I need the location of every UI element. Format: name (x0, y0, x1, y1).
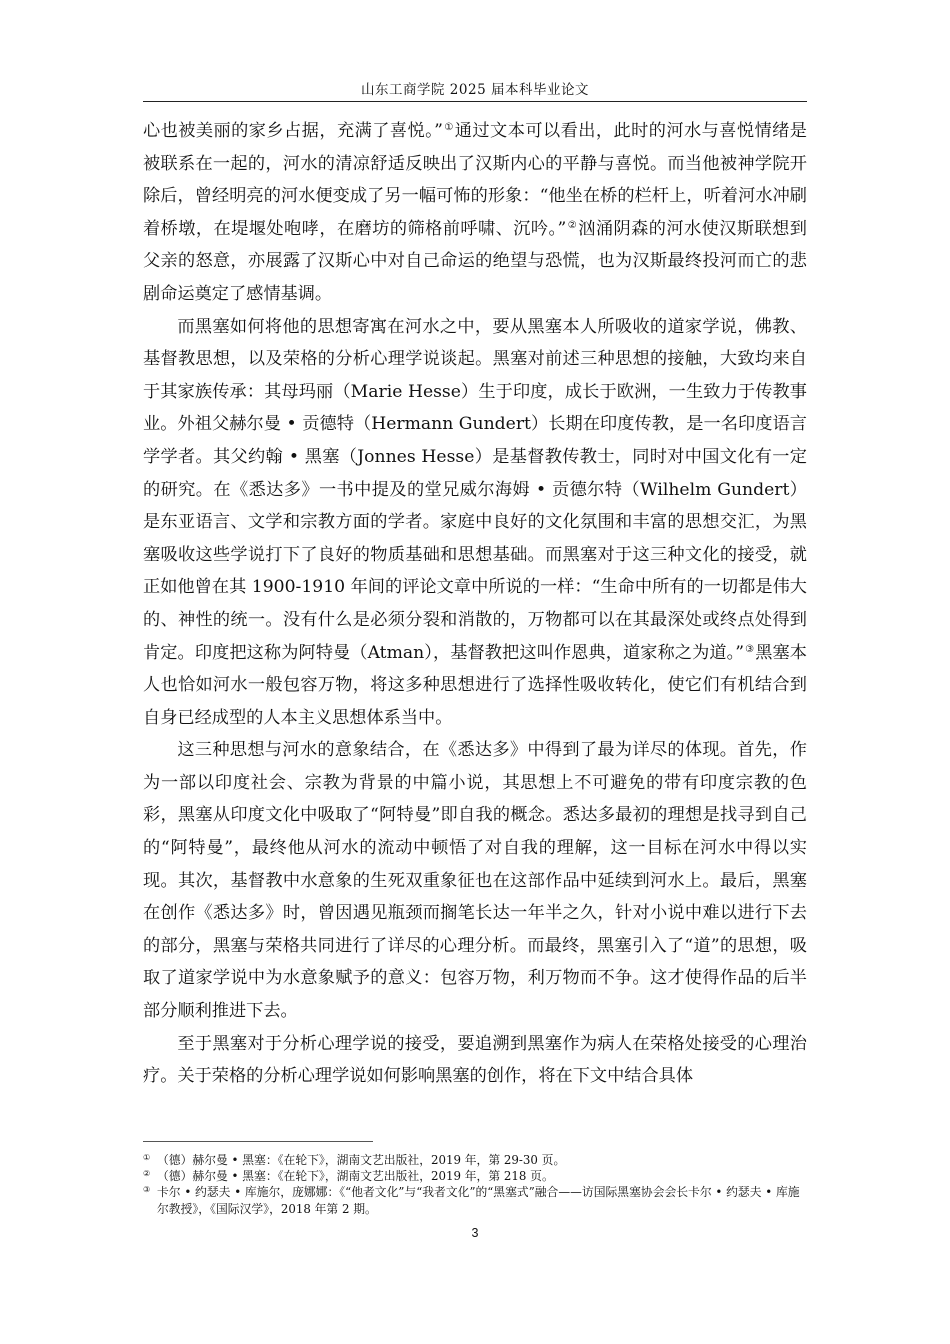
footnote-text: （德）赫尔曼 • 黑塞：《在轮下》，湖南文艺出版社，2019 年，第 218 页。 (157, 1169, 554, 1184)
footnote-mark: ① (143, 1153, 151, 1162)
body-paragraph (143, 734, 807, 1027)
paragraph-text: 至于黑塞对于分析心理学说的接受，要追溯到黑塞作为病人在荣格处接受的心理治疗。关于荣格的分析心理学说如何影响黑塞的创作，将在下文中结合具体 (143, 1033, 807, 1087)
paragraph-text: 这三种思想与河水的意象结合，在《悉达多》中得到了最为详尽的体现。首先，作为一部以印度社会、宗教为背景的中篇小说，其思想上不可避免的带有印度宗教的色彩，黑塞从印度文化中吸取了“阿特曼”即自我的概念。悉达多最初的理想是找寻到自己的“阿特曼”，最终他从河水的流动中顿悟了对自我的理解，这一目标在河水中得以实现。其次，基督教中水意象的生死双重象征也在这部作品中延续到河水上。最后，黑塞在创作《悉达多》时，曾因遇见瓶颈而搁笔长达一年半之久，针对小说中难以进行下去的部分，黑塞与荣格共同进行了详尽的心理分析。而最终，黑塞引入了“道”的思想，吸取了道家学说中为水意象赋予的意义：包容万物，利万物而不争。这才使得作品的后半部分顺利推进下去。 (143, 740, 807, 1022)
paragraph-text: 汹涌阴森的河水使汉斯联想到父亲的怒意，亦展露了汉斯心中对自己命运的绝望与恐慌，也为汉斯最终投河而亡的悲剧命运奠定了感情基调。 (143, 218, 807, 304)
paragraph-text: 黑塞本人也恰如河水一般包容万物，将这多种思想进行了选择性吸收转化，使它们有机结合到自身已经成型的人本主义思想体系当中。 (143, 642, 807, 728)
header-rule (143, 101, 807, 102)
footnote (143, 1184, 807, 1216)
footnote-reference[interactable]: ③ (745, 643, 755, 655)
footnote (143, 1152, 807, 1168)
footnotes (143, 1152, 807, 1217)
running-header: 山东工商学院 2025 届本科毕业论文 (361, 82, 589, 98)
footnote (143, 1168, 807, 1184)
footnote-mark: ③ (143, 1185, 151, 1195)
body-paragraph (143, 115, 807, 311)
body-text (143, 115, 807, 1093)
page-number: 3 (471, 1226, 479, 1240)
paragraph-text: 通过文本可以看出，此时的河水与喜悦情绪是被联系在一起的，河水的清凉舒适反映出了汉斯内心的平静与喜悦。而当他被神学院开除后，曾经明亮的河水便变成了另一幅可怖的形象：“他坐在桥的栏杆上，听着河水冲刷着桥墩，在堤堰处咆哮，在磨坊的筛格前呼啸、沉吟。” (143, 121, 807, 239)
footnote-rule (143, 1141, 373, 1142)
body-paragraph (143, 1028, 807, 1093)
paragraph-text: 心也被美丽的家乡占据，充满了喜悦。” (143, 121, 443, 141)
footnote-mark: ② (143, 1169, 151, 1179)
footnote-reference[interactable]: ② (567, 219, 578, 231)
footnote-reference[interactable]: ① (443, 122, 454, 133)
body-paragraph (143, 311, 807, 735)
paragraph-text: 而黑塞如何将他的思想寄寓在河水之中，要从黑塞本人所吸收的道家学说，佛教、基督教思想，以及荣格的分析心理学说谈起。黑塞对前述三种思想的接触，大致均来自于其家族传承：其母玛丽（Marie Hesse）生于印度，成长于欧洲，一生致力于传教事业。外祖父赫尔曼 • 贡德特（Hermann Gundert）长期在印度传教，是一名印度语言学学者。其父约翰 • 黑塞（Jonnes Hesse）是基督教传教士，同时对中国文化有一定的研究。在《悉达多》一书中提及的堂兄威尔海姆 • 贡德尔特（Wilhelm Gundert）是东亚语言、文学和宗教方面的学者。家庭中良好的文化氛围和丰富的思想交汇，为黑塞吸收这些学说打下了良好的物质基础和思想基础。而黑塞对于这三种文化的接受，就正如他曾在其 1900-1910 年间的评论文章中所说的一样：“生命中所有的一切都是伟大的、神性的统一。没有什么是必须分裂和消散的，万物都可以在其最深处或终点处得到肯定。印度把这称为阿特曼（Atman），基督教把这叫作恩典，道家称之为道。” (143, 316, 807, 663)
footnote-text: （德）赫尔曼 • 黑塞：《在轮下》，湖南文艺出版社，2019 年，第 29-30 页。 (157, 1153, 566, 1167)
footnote-text: 卡尔 • 约瑟夫 • 库施尔，庞娜娜：《“他者文化”与“我者文化”的“黑塞式”融合——访国际黑塞协会会长卡尔 • 约瑟夫 • 库施尔教授》，《国际汉学》，2018 年第 2 期。 (157, 1185, 800, 1216)
